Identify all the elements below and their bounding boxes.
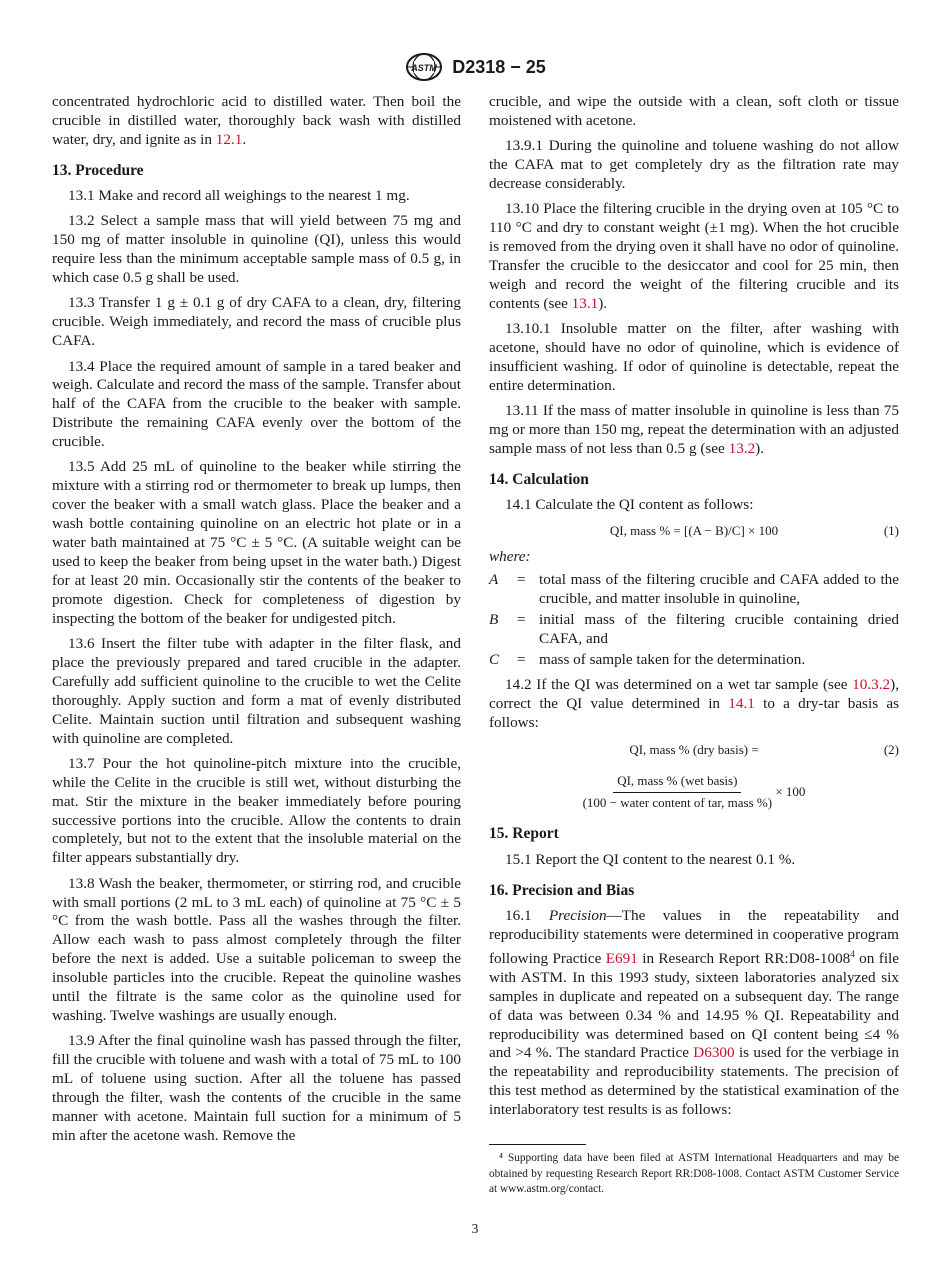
equation-1-body: QI, mass % = [(A − B)/C] × 100	[609, 522, 779, 538]
astm-logo	[404, 52, 444, 82]
equation-2-fraction	[489, 772, 899, 814]
equation-2-number: (2)	[883, 741, 899, 757]
footnote-divider	[489, 1144, 586, 1145]
footnote-4: ⁴ Supporting data have been filed at ASTM International Headquarters and may be obtained by requesting Research Report RR:D08-1008. Contact ASTM Customer Service at www.astm.org/contact.	[489, 1152, 899, 1196]
definition-b	[489, 611, 899, 649]
link-13-1[interactable]: 13.1	[571, 294, 599, 312]
equation-2-lhs	[489, 741, 899, 760]
page-header	[0, 52, 950, 82]
right-column	[489, 93, 899, 1198]
definition-a	[489, 571, 899, 609]
paragraph-13-7: 13.7 Pour the hot quinoline-pitch mixture into the crucible, while the Celite in the crucible is still wet, without disturbing the mat. Stir the mixture in the beaker immediately before pouring successive portions into the crucible. Allow the contents to drain completely, but not to the extent that the insoluble material on the filter appears substantially dry.	[52, 754, 461, 867]
section-15-heading: 15. Report	[489, 825, 559, 843]
equation-1	[489, 522, 899, 541]
definition-sym: A	[489, 571, 499, 589]
definition-txt: initial mass of the filtering crucible containing dried CAFA, and	[539, 611, 899, 648]
link-10-3-2[interactable]: 10.3.2	[852, 675, 891, 693]
link-12-1[interactable]: 12.1	[215, 130, 243, 148]
equation-2-tail: × 100	[775, 783, 806, 799]
paragraph-16-1: 16.1 Precision—The values in the repeatability and reproducibility statements were determined in cooperative program following Practice E691 in Research Report RR:D08-1008$^4$ on file with ASTM. In this 1993 study, sixteen laboratories analyzed six samples in duplicate and repeated on a subsequent day. The range of data was between 0.34 % and 14.95 % QI. Repeatability and reproducibility was determined based on QI content being ≤4 % and >4 %. The standard Practice D6300 is used for the verbiage in the repeatability and reproducibility statements. The precision of this test method as determined by the statistical examination of the interlaboratory test results is as follows:	[489, 907, 899, 1119]
paragraph-13-4: 13.4 Place the required amount of sample in a tared beaker and weigh. Calculate and record the mass of the sample. Transfer about half of the CAFA from the crucible to the beaker with sample. Distribute the remaining CAFA evenly over the bottom of the crucible.	[52, 357, 461, 451]
paragraph-13-9-1: 13.9.1 During the quinoline and toluene washing do not allow the CAFA mat to get completely dry as the filtration rate may decrease considerably.	[489, 137, 899, 193]
svg-text:ASTM: ASTM	[411, 63, 437, 73]
definition-txt: mass of sample taken for the determination.	[539, 651, 806, 669]
paragraph-13-6: 13.6 Insert the filter tube with adapter in the filter flask, and place the previously prepared and tared crucible in the adapter. Carefully add sufficient quinoline to the crucible to wet the Celite thoroughly. Apply suction and form a mat of evenly distributed Celite. Maintain suction until filtration and subsequent washing with quinoline are completed.	[52, 635, 461, 747]
page-number: 3	[471, 1221, 479, 1236]
paragraph-13-5: 13.5 Add 25 mL of quinoline to the beaker while stirring the mixture with a stirring rod or thermometer to break up lumps, then cover the beaker with a small watch glass. Place the beaker and a wash bottle containing quinoline on an electric hot plate or in a water bath maintained at 75 °C ± 5 °C. (A suitable weight can be used to keep the beaker from being upset in the water bath.) Digest for at least 20 min. Occasionally stir the contents of the beaker to promote digestion. Check for completeness of digestion by inspecting the bottom of the beaker for undigested pitch.	[52, 458, 461, 627]
section-13-heading: 13. Procedure	[52, 161, 144, 179]
link-13-2[interactable]: 13.2	[728, 439, 756, 457]
link-d6300[interactable]: D6300	[693, 1044, 735, 1062]
where-label: where:	[489, 548, 531, 566]
equation-2-denominator: (100 − water content of tar, mass %)	[582, 795, 773, 811]
definition-c	[489, 651, 899, 670]
definition-sym: C	[489, 651, 500, 669]
paragraph-13-10-1: 13.10.1 Insoluble matter on the filter, after washing with acetone, should have no odor of quinoline, which is evidence of insufficient washing. If odor of quinoline is detectable, repeat the entire determination.	[489, 320, 899, 394]
paragraph-13-11: 13.11 If the mass of matter insoluble in quinoline is less than 75 mg or more than 150 mg, repeat the determination with an adjusted sample mass of not less than 0.5 g (see 13.2).	[489, 402, 899, 457]
section-14-heading: 14. Calculation	[489, 470, 589, 488]
paragraph-13-1: 13.1 Make and record all weighings to the nearest 1 mg.	[68, 187, 410, 205]
paragraph-15-1: 15.1 Report the QI content to the nearest 0.1 %.	[505, 850, 796, 868]
definition-eq: =	[517, 611, 526, 629]
link-14-1[interactable]: 14.1	[728, 694, 755, 712]
equation-2-numerator: QI, mass % (wet basis)	[613, 772, 741, 794]
paragraph-13-3: 13.3 Transfer 1 g ± 0.1 g of dry CAFA to a clean, dry, filtering crucible. Weigh immediately, and record the mass of crucible plus CAFA.	[52, 294, 461, 350]
definition-sym: B	[489, 611, 499, 629]
paragraph-14-1: 14.1 Calculate the QI content as follows:	[505, 496, 754, 514]
link-e691[interactable]: E691	[605, 949, 638, 967]
definition-list	[489, 571, 899, 670]
paragraph-13-8: 13.8 Wash the beaker, thermometer, or stirring rod, and crucible with small portions (2 mL to 3 mL each) of quinoline at 75 °C ± 5 °C from the wash bottle. Pass all the washes through the filter. Allow each wash to pass almost completely through the filter before the next is added. Use a suitable policeman to sweep the insoluble particles into the crucible. Repeat the quinoline washes until the filtrate is the same color as the quinoline used for washing. Twelve washings are usually enough.	[52, 874, 461, 1025]
left-column	[52, 93, 461, 1152]
section-16-heading: 16. Precision and Bias	[489, 881, 635, 899]
equation-1-number: (1)	[883, 522, 899, 538]
paragraph-13-9: 13.9 After the final quinoline wash has passed through the filter, fill the crucible with toluene and wash with a total of 75 mL to 100 mL of toluene using suction. After all the toluene has passed through the filter, wash the contents of the crucible in the same manner with acetone. Maintain full suction for a minimum of 5 min after the acetone wash. Remove the	[52, 1032, 461, 1144]
paragraph-intro: concentrated hydrochloric acid to distilled water. Then boil the crucible in distilled water, thoroughly back wash with distilled water, dry, and ignite as in 12.1.	[52, 93, 461, 148]
paragraph-13-9-continued: crucible, and wipe the outside with a clean, soft cloth or tissue moistened with acetone.	[489, 93, 899, 129]
equation-2-lhs-text: QI, mass % (dry basis) =	[629, 741, 759, 757]
paragraph-14-2: 14.2 If the QI was determined on a wet tar sample (see 10.3.2), correct the QI value determined in 14.1 to a dry-tar basis as follows:	[489, 675, 900, 731]
document-code: D2318 − 25	[452, 56, 546, 77]
definition-eq: =	[517, 651, 526, 669]
definition-txt: total mass of the filtering crucible and CAFA added to the crucible, and matter insoluble in quinoline,	[539, 571, 899, 608]
definition-eq: =	[517, 571, 526, 589]
paragraph-13-10: 13.10 Place the filtering crucible in the drying oven at 105 °C to 110 °C and dry to constant weight (±1 mg). When the hot crucible is removed from the drying oven it shall have no odor of quinoline. Transfer the crucible to the desiccator and cool for 25 min, then weigh and record the weight of the filtering crucible and its contents (see 13.1).	[489, 200, 899, 312]
paragraph-13-2: 13.2 Select a sample mass that will yield between 75 mg and 150 mg of matter insoluble in quinoline (QI), unless this would require less than the minimum acceptable sample mass of 0.5 g, in which case 0.5 g shall be used.	[52, 212, 461, 287]
